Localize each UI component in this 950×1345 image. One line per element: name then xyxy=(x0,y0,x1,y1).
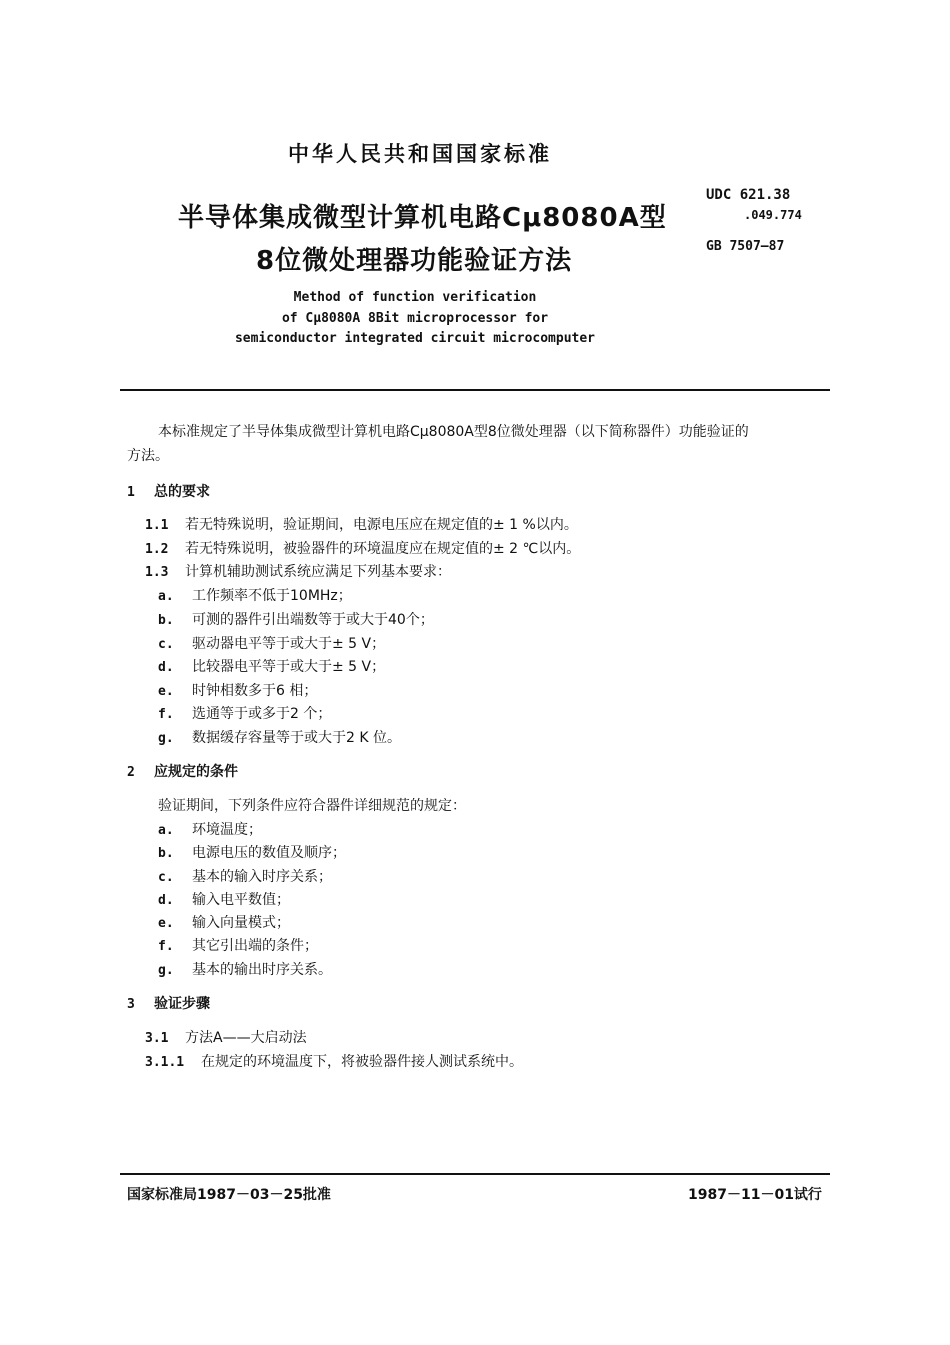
item-text: 环境温度； xyxy=(192,822,262,838)
gb-standard-number: GB 7507—87 xyxy=(706,239,785,254)
item-text: 基本的输出时序关系。 xyxy=(192,962,332,978)
issuing-organization: 中华人民共和国国家标准 xyxy=(288,142,552,166)
list-item xyxy=(158,889,290,909)
item-letter: c. xyxy=(158,870,174,885)
item-letter: a. xyxy=(158,589,174,604)
clause-1-1 xyxy=(145,514,578,534)
item-letter: g. xyxy=(158,963,174,978)
clause-text: 方法A——大启动法 xyxy=(185,1030,307,1046)
item-text: 数据缓存容量等于或大于2 K 位。 xyxy=(192,730,401,746)
clause-3-1-1 xyxy=(145,1051,523,1071)
item-text: 时钟相数多于6 相； xyxy=(192,683,318,699)
item-letter: e. xyxy=(158,916,174,931)
list-item xyxy=(158,866,332,886)
document-title-line-2: 8位微处理器功能验证方法 xyxy=(256,246,573,276)
list-item xyxy=(158,912,290,932)
udc-code-line-1: UDC 621.38 xyxy=(706,187,791,203)
item-text: 输入向量模式； xyxy=(192,915,290,931)
list-item xyxy=(158,585,352,605)
udc-code-line-2: .049.774 xyxy=(744,208,802,222)
effective-date: 1987－11－01试行 xyxy=(688,1187,822,1203)
item-text: 驱动器电平等于或大于± 5 V； xyxy=(192,636,386,652)
intro-line-1: 本标准规定了半导体集成微型计算机电路Cμ8080A型8位微处理器（以下简称器件）功能验证的 xyxy=(158,424,749,440)
document-title-line-1: 半导体集成微型计算机电路Cμ8080A型 xyxy=(178,203,667,233)
item-letter: f. xyxy=(158,707,174,722)
clause-number: 1.1 xyxy=(145,518,169,533)
clause-number: 3.1.1 xyxy=(145,1055,185,1070)
approval-date: 国家标准局1987－03－25批准 xyxy=(127,1187,331,1203)
clause-number: 1.2 xyxy=(145,542,169,557)
item-letter: a. xyxy=(158,823,174,838)
item-letter: g. xyxy=(158,731,174,746)
clause-3-1 xyxy=(145,1027,307,1047)
list-item xyxy=(158,935,318,955)
item-text: 比较器电平等于或大于± 5 V； xyxy=(192,659,386,675)
list-item xyxy=(158,819,262,839)
section-2-heading xyxy=(127,761,238,781)
item-text: 基本的输入时序关系； xyxy=(192,869,332,885)
clause-1-3 xyxy=(145,561,451,581)
footer-divider xyxy=(120,1173,830,1175)
list-item xyxy=(158,680,317,700)
item-text: 电源电压的数值及顺序； xyxy=(192,845,346,861)
section-title: 总的要求 xyxy=(154,484,210,500)
clause-1-2 xyxy=(145,538,580,558)
english-title-line-2: of Cμ8080A 8Bit microprocessor for xyxy=(281,311,549,326)
item-text: 其它引出端的条件； xyxy=(192,938,318,954)
item-letter: b. xyxy=(158,613,174,628)
section-title: 验证步骤 xyxy=(154,996,210,1012)
list-item xyxy=(158,656,385,676)
clause-number: 3.1 xyxy=(145,1031,169,1046)
clause-text: 若无特殊说明，验证期间，电源电压应在规定值的± 1 %以内。 xyxy=(185,517,578,533)
item-text: 选通等于或多于2 个； xyxy=(192,706,332,722)
section-1-heading xyxy=(127,481,210,501)
list-item xyxy=(158,959,332,979)
section-number: 3 xyxy=(127,997,135,1012)
section-number: 2 xyxy=(127,765,135,780)
section-number: 1 xyxy=(127,485,135,500)
header-divider xyxy=(120,389,830,391)
list-item xyxy=(158,727,401,747)
item-letter: e. xyxy=(158,684,174,699)
clause-text: 计算机辅助测试系统应满足下列基本要求： xyxy=(185,564,451,580)
clause-text: 在规定的环境温度下，将被验器件接人测试系统中。 xyxy=(201,1054,523,1070)
item-letter: b. xyxy=(158,846,174,861)
item-letter: c. xyxy=(158,637,174,652)
section-title: 应规定的条件 xyxy=(154,764,238,780)
item-letter: f. xyxy=(158,939,174,954)
english-title-line-1: Method of function verification xyxy=(293,290,537,305)
list-item xyxy=(158,703,331,723)
list-item xyxy=(158,842,346,862)
intro-line-2: 方法。 xyxy=(127,448,169,464)
item-letter: d. xyxy=(158,893,174,908)
item-text: 可测的器件引出端数等于或大于40个； xyxy=(192,612,434,628)
list-item xyxy=(158,633,385,653)
section-3-heading xyxy=(127,993,210,1013)
item-text: 输入电平数值； xyxy=(192,892,290,908)
item-letter: d. xyxy=(158,660,174,675)
item-text: 工作频率不低于10MHz； xyxy=(192,588,352,604)
section-2-lead: 验证期间，下列条件应符合器件详细规范的规定： xyxy=(158,798,466,814)
english-title-line-3: semiconductor integrated circuit microcomputer xyxy=(234,331,596,346)
clause-number: 1.3 xyxy=(145,565,169,580)
list-item xyxy=(158,609,434,629)
clause-text: 若无特殊说明，被验器件的环境温度应在规定值的± 2 ℃以内。 xyxy=(185,541,581,557)
